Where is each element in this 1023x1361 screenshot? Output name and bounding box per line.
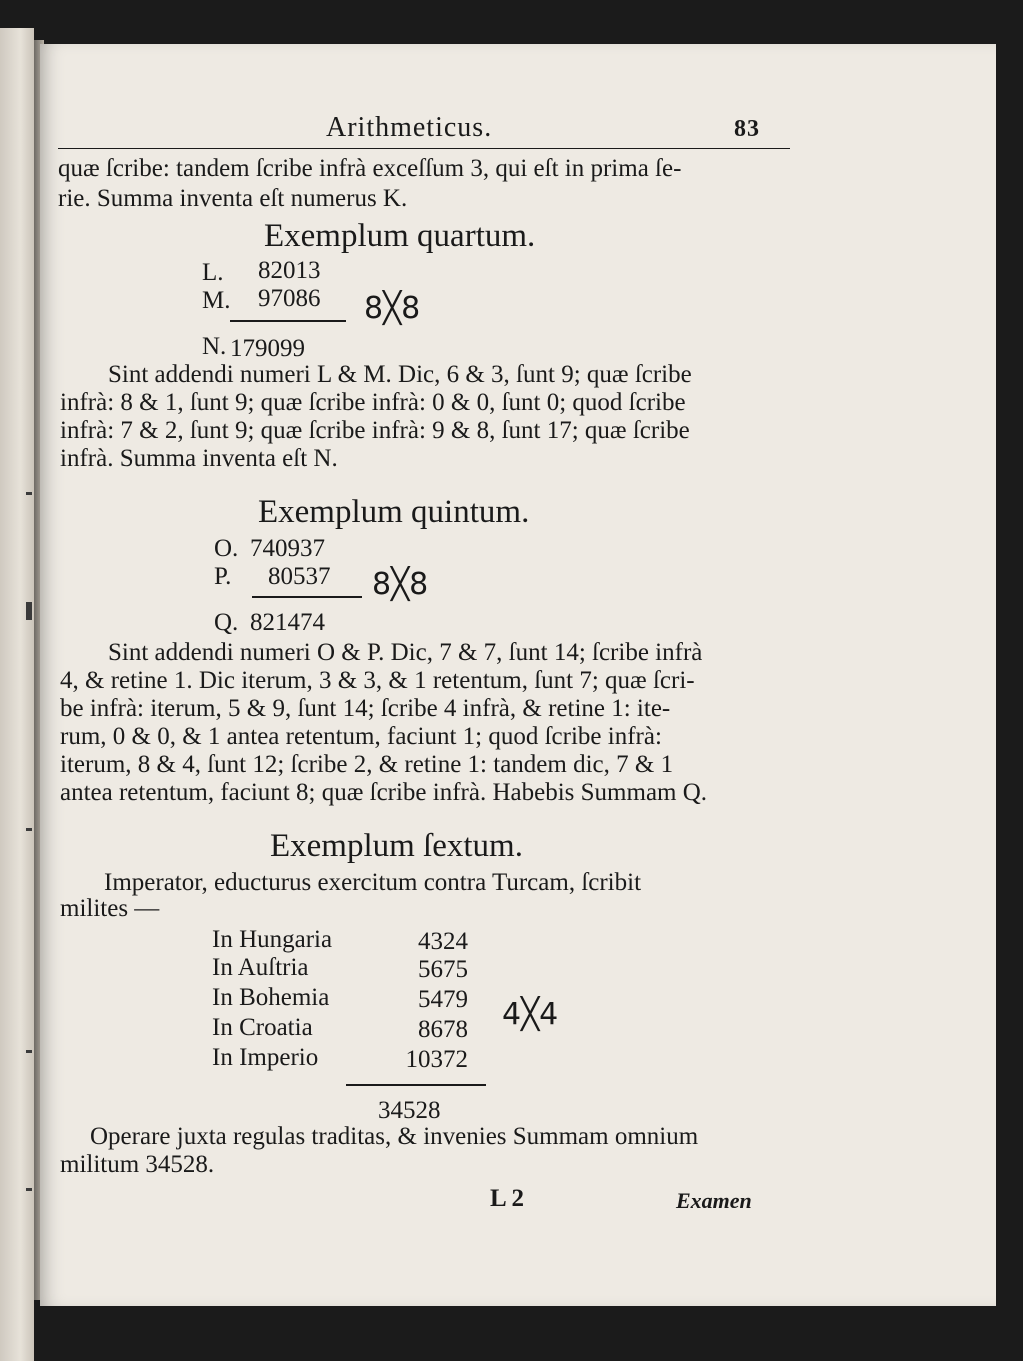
proof-cross: 8╳8: [372, 567, 429, 602]
text-line: infrà. Summa inventa eſt N.: [60, 445, 338, 472]
catchword: Examen: [676, 1188, 752, 1213]
sum-rule: [230, 320, 346, 322]
table-row-label: In Imperio: [212, 1044, 319, 1071]
page-number: 83: [734, 116, 760, 142]
text-line: milites —: [60, 895, 160, 922]
section-heading: Exemplum quintum.: [258, 494, 530, 530]
proof-cross: 4╳4: [502, 997, 559, 1032]
table-row-value: 10372: [405, 1046, 468, 1073]
table-row-value: 4324: [418, 928, 468, 955]
text-line: rie. Summa inventa eſt numerus K.: [58, 185, 408, 212]
text-line: rum, 0 & 0, & 1 antea retentum, faciunt 1; quod ſcribe infrà:: [60, 723, 662, 750]
page-edge-mark: [26, 1050, 32, 1053]
page-edge-mark: [26, 602, 32, 620]
left-page-edge: [0, 28, 34, 1361]
sum-rule: [252, 596, 362, 598]
table-row-label: In Hungaria: [212, 926, 333, 953]
row-value: 82013: [258, 257, 321, 284]
table-row-value: 5479: [418, 986, 468, 1013]
book-page: [40, 44, 996, 1306]
row-label: P.: [214, 563, 232, 590]
sum-rule: [346, 1084, 486, 1086]
row-label: O.: [214, 535, 239, 562]
text-line: 4, & retine 1. Dic iterum, 3 & 3, & 1 retentum, ſunt 7; quæ ſcri-: [60, 667, 695, 694]
row-label: N.: [202, 333, 227, 360]
page-edge-mark: [26, 492, 32, 495]
section-heading: Exemplum quartum.: [264, 218, 536, 254]
section-heading: Exemplum ſextum.: [270, 828, 523, 864]
table-row-label: In Bohemia: [212, 984, 330, 1011]
page-edge-mark: [26, 828, 32, 831]
text-line: militum 34528.: [60, 1151, 215, 1178]
row-value: 80537: [268, 563, 331, 590]
page-edge-mark: [26, 1188, 32, 1191]
text-line: antea retentum, faciunt 8; quæ ſcribe infrà. Habebis Summam Q.: [60, 779, 708, 806]
text-line: be infrà: iterum, 5 & 9, ſunt 14; ſcribe 4 infrà, & retine 1: ite-: [60, 695, 671, 722]
text-line: Sint addendi numeri L & M. Dic, 6 & 3, ſunt 9; quæ ſcribe: [108, 361, 692, 388]
text-line: Operare juxta regulas traditas, & invenies Summam omnium: [90, 1123, 699, 1150]
text-line: iterum, 8 & 4, ſunt 12; ſcribe 2, & retine 1: tandem dic, 7 & 1: [60, 751, 674, 778]
row-label: Q.: [214, 609, 239, 636]
text-line: quæ ſcribe: tandem ſcribe infrà exceſſum 3, qui eſt in prima ſe-: [58, 155, 682, 182]
row-value: 821474: [250, 609, 325, 636]
row-value: 179099: [230, 335, 305, 362]
table-row-label: In Auſtria: [212, 954, 309, 981]
row-value: 97086: [258, 285, 321, 312]
row-label: L.: [202, 259, 224, 286]
running-head-title: Arithmeticus.: [326, 112, 493, 143]
row-value: 740937: [250, 535, 325, 562]
table-row-value: 5675: [418, 956, 468, 983]
proof-cross: 8╳8: [364, 291, 421, 326]
header-rule: [58, 148, 790, 149]
total-value: 34528: [378, 1097, 441, 1124]
table-row-label: In Croatia: [212, 1014, 313, 1041]
signature-mark: L 2: [490, 1185, 525, 1212]
text-line: Sint addendi numeri O & P. Dic, 7 & 7, ſunt 14; ſcribe infrà: [108, 639, 703, 666]
text-line: infrà: 8 & 1, ſunt 9; quæ ſcribe infrà: 0 & 0, ſunt 0; quod ſcribe: [60, 389, 686, 416]
row-label: M.: [202, 287, 231, 314]
text-line: infrà: 7 & 2, ſunt 9; quæ ſcribe infrà: 9 & 8, ſunt 17; quæ ſcribe: [60, 417, 690, 444]
table-row-value: 8678: [418, 1016, 468, 1043]
text-line: Imperator, educturus exercitum contra Turcam, ſcribit: [104, 869, 642, 896]
